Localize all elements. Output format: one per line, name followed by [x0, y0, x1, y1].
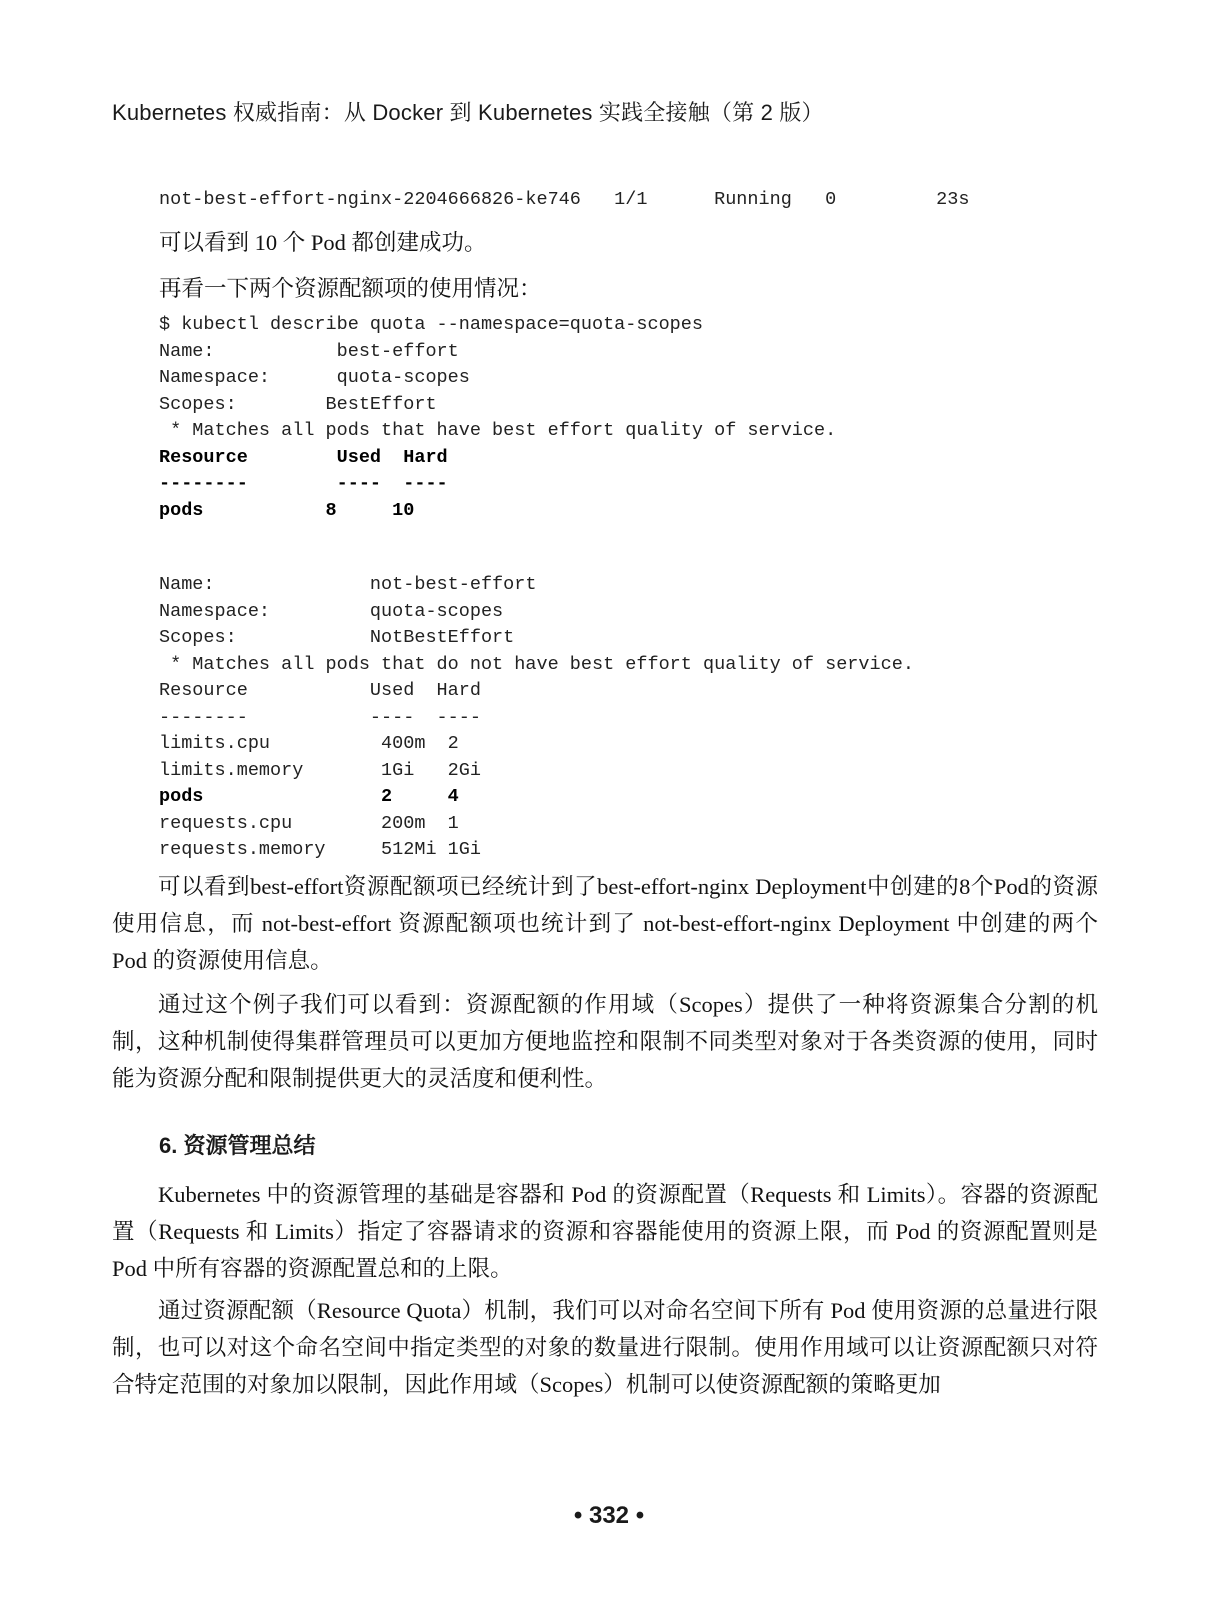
paragraph-pods-created: 可以看到 10 个 Pod 都创建成功。 — [159, 230, 487, 255]
code-line: Namespace: quota-scopes — [159, 367, 470, 388]
code-line-pods: pods 2 4 — [159, 786, 459, 807]
code-line: Name: not-best-effort — [159, 574, 537, 595]
code-line-header: Resource Used Hard — [159, 446, 448, 468]
paragraph-scopes-mechanism: 通过这个例子我们可以看到：资源配额的作用域（Scopes）提供了一种将资源集合分割的机制，这种机制使得集群管理员可以更加方便地监控和限制不同类型对象对于各类资源的使用，同时能为资源分配和限制提供更大的灵活度和便利性。 — [112, 992, 1098, 1091]
code-line: $ kubectl describe quota --namespace=quota-scopes — [159, 314, 703, 335]
code-line: not-best-effort-nginx-2204666826-ke746 1/1 Running 0 23s — [159, 189, 970, 210]
code-line-pods: pods 8 10 — [159, 499, 415, 521]
section-title: 6. 资源管理总结 — [159, 1133, 316, 1158]
paragraph-quota-summary: 可以看到best-effort资源配额项已经统计到了best-effort-nginx Deployment中创建的8个Pod的资源使用信息，而 not-best-effort 资源配额项也统计到了 not-best-effort-nginx Deployment 中创建的两个 Pod 的资源使用信息。 — [112, 874, 1098, 973]
running-header: Kubernetes 权威指南：从 Docker 到 Kubernetes 实践全接触（第 2 版） — [112, 100, 824, 125]
code-line: Resource Used Hard — [159, 680, 481, 701]
code-line: Scopes: NotBestEffort — [159, 627, 515, 648]
code-line: limits.cpu 400m 2 — [159, 733, 459, 754]
page-number: • 332 • — [573, 1502, 645, 1529]
paragraph-check-quota: 再看一下两个资源配额项的使用情况： — [159, 276, 542, 301]
paragraph-resource-management: Kubernetes 中的资源管理的基础是容器和 Pod 的资源配置（Requests 和 Limits）。容器的资源配置（Requests 和 Limits）指定了容器请求的资源和容器能使用的资源上限，而 Pod 的资源配置则是 Pod 中所有容器的资源配置总和的上限。 — [112, 1182, 1098, 1281]
code-line: limits.memory 1Gi 2Gi — [159, 759, 481, 781]
code-line: requests.memory 512Mi 1Gi — [159, 839, 481, 860]
code-block-best-effort-quota — [159, 312, 836, 524]
code-line-divider: -------- ---- ---- — [159, 473, 448, 494]
code-line: Namespace: quota-scopes — [159, 600, 504, 622]
code-line: * Matches all pods that do not have best effort quality of service. — [159, 653, 914, 675]
code-line: Name: best-effort — [159, 340, 459, 362]
paragraph-resource-quota: 通过资源配额（Resource Quota）机制，我们可以对命名空间下所有 Pod 使用资源的总量进行限制，也可以对这个命名空间中指定类型的对象的数量进行限制。使用作用域可以让资源配额只对符合特定范围的对象加以限制，因此作用域（Scopes）机制可以使资源配额的策略更加 — [112, 1298, 1098, 1397]
code-block-not-best-effort-quota — [159, 572, 914, 864]
code-line: requests.cpu 200m 1 — [159, 812, 459, 834]
code-block-pod-status — [159, 187, 969, 214]
code-line: -------- ---- ---- — [159, 706, 481, 728]
code-line: * Matches all pods that have best effort quality of service. — [159, 420, 837, 441]
code-line: Scopes: BestEffort — [159, 393, 437, 415]
